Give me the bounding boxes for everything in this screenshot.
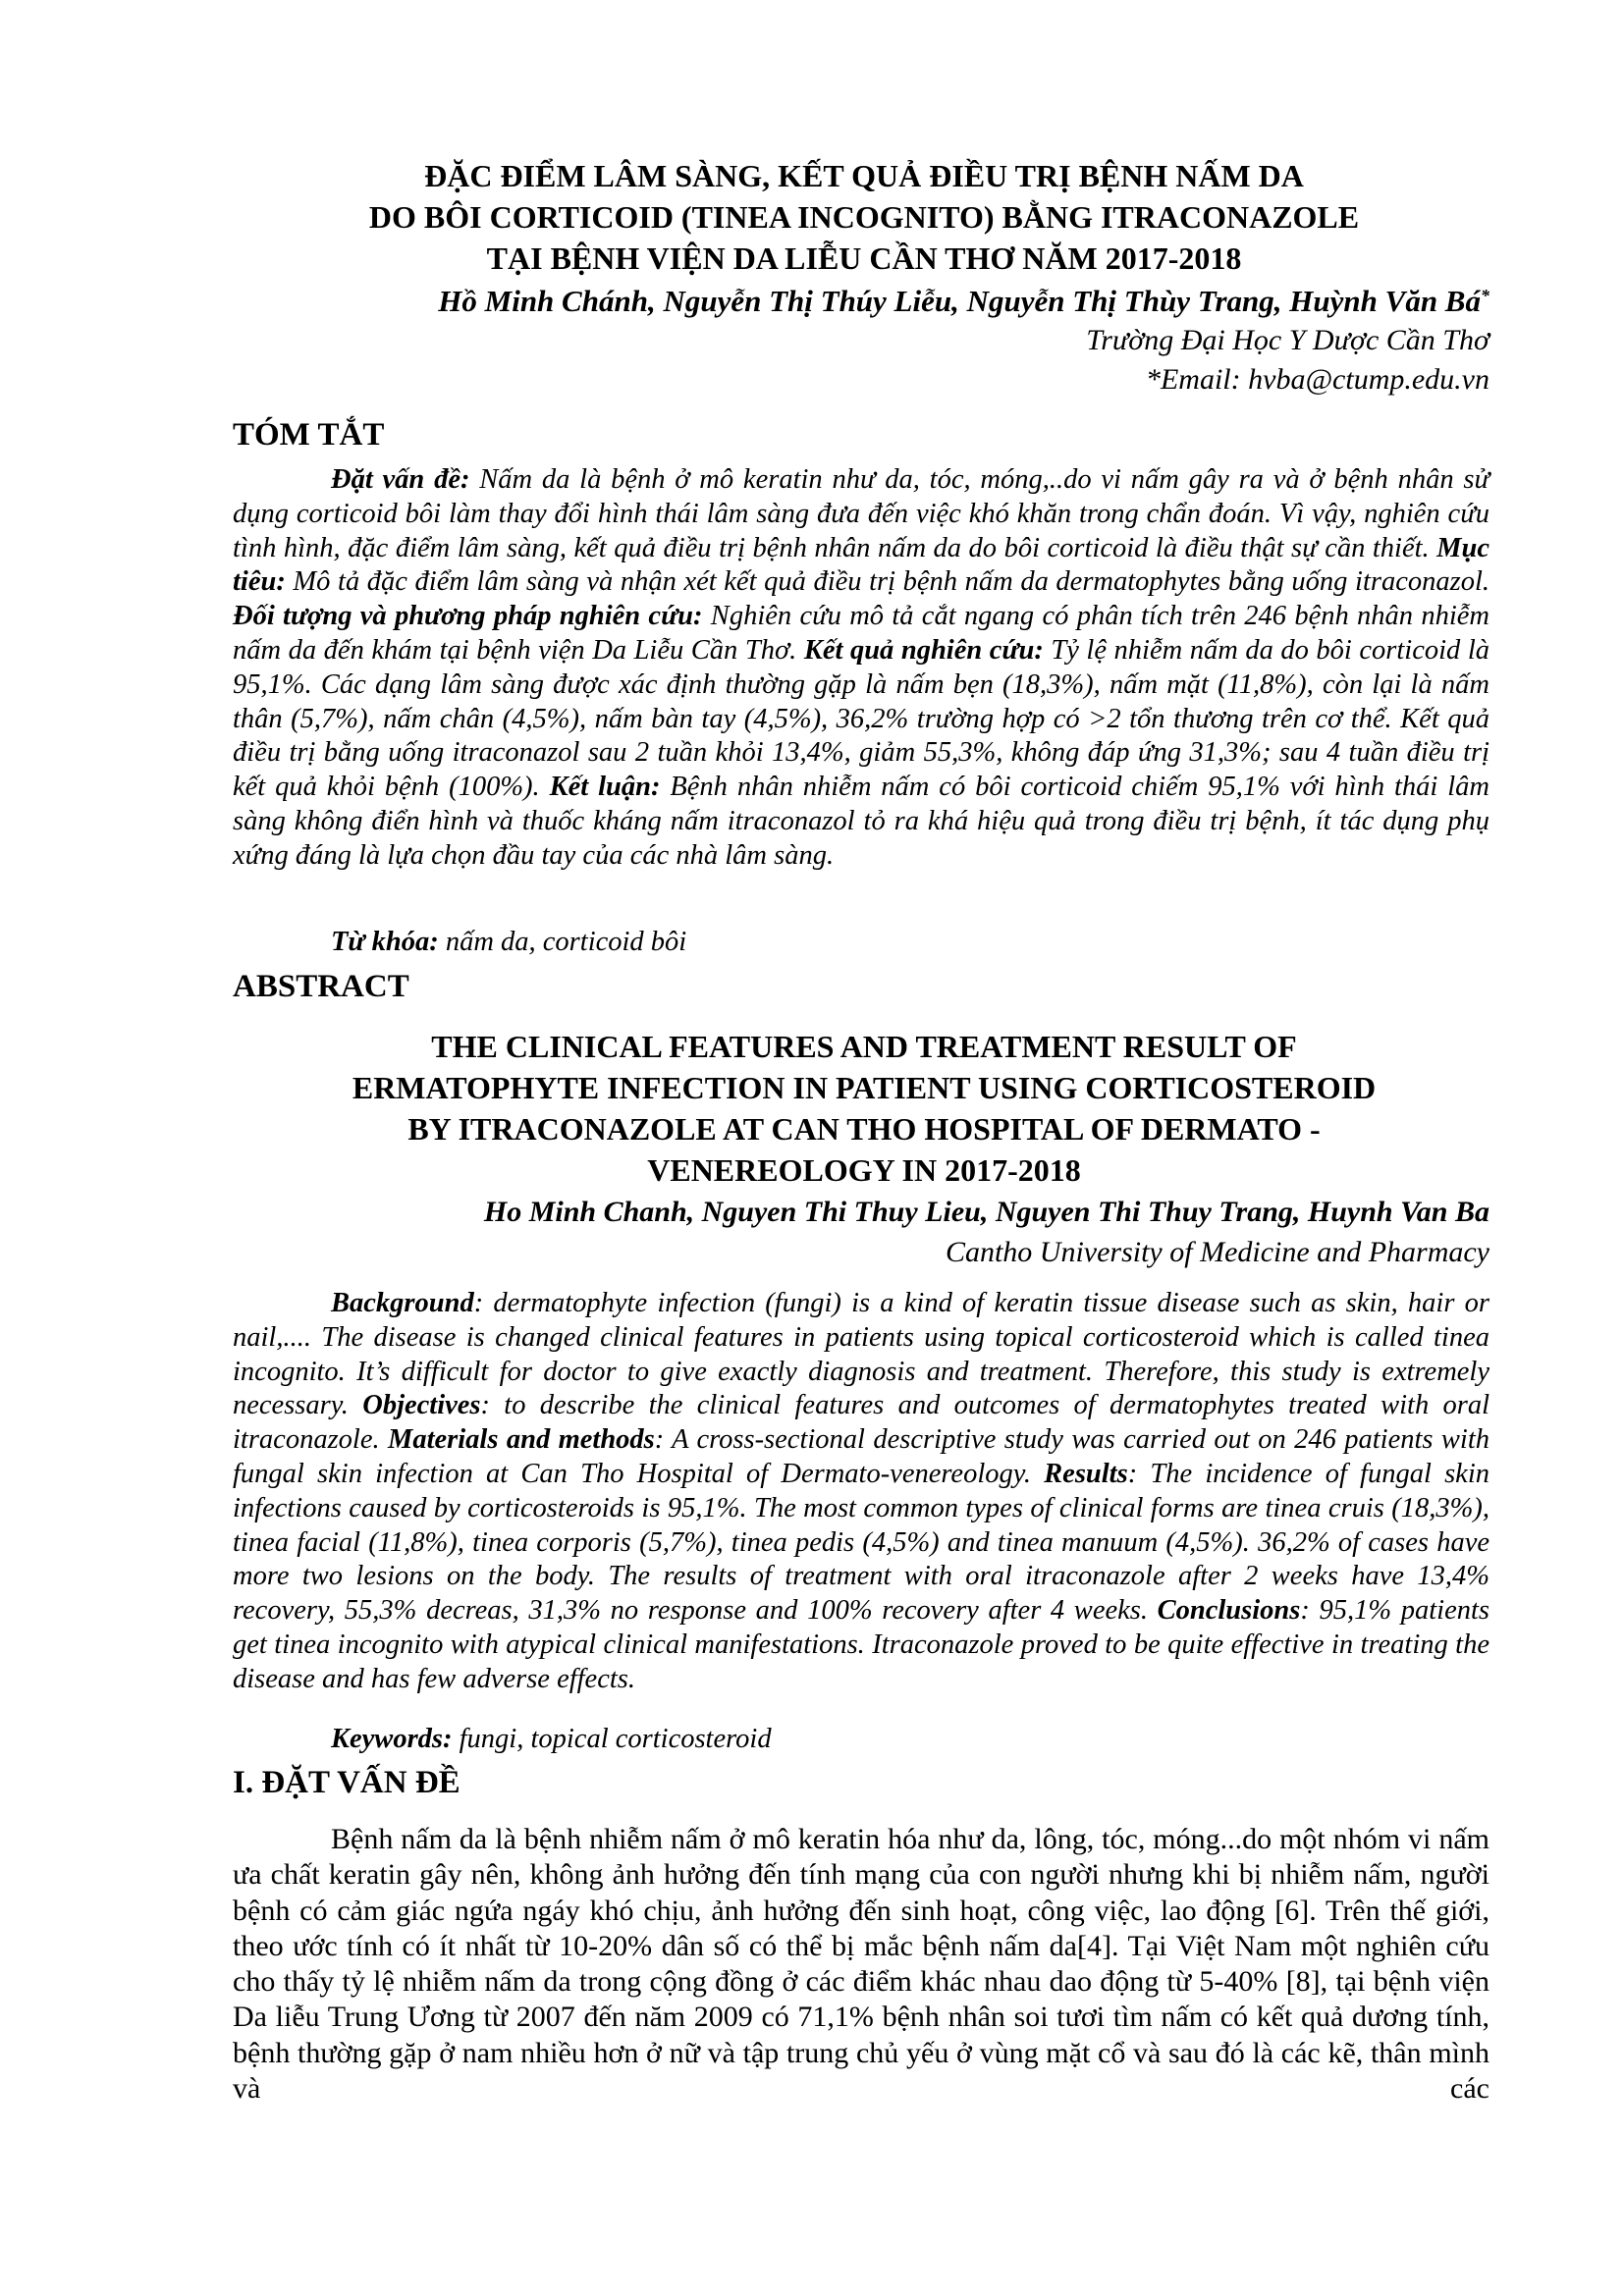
abs-en-label-objectives: Objectives <box>362 1390 481 1421</box>
title-en-line-4: VENEREOLOGY IN 2017-2018 <box>647 1152 1081 1188</box>
affiliation-vietnamese: Trường Đại Học Y Dược Cần Thơ <box>1086 324 1489 356</box>
abs-vn-text-methods: Nghiên cứu mô tả cắt ngang có phân tích trên 246 bệnh nhân nhiễm nấm da đến khám tại bệnh viện Da Liễu Cần Thơ. <box>233 601 1489 666</box>
abs-vn-label-results: Kết quả nghiên cứu: <box>803 634 1044 666</box>
abs-en-label-results: Results <box>1044 1458 1128 1489</box>
abs-vn-label-objective: Mục tiêu: <box>233 532 1489 598</box>
title-vn-line-3: TẠI BỆNH VIỆN DA LIỄU CẦN THƠ NĂM 2017-2018 <box>486 240 1242 276</box>
keywords-en-text: fungi, topical corticosteroid <box>452 1724 772 1754</box>
keywords-vietnamese <box>233 925 1489 959</box>
abs-en-text-results: : The incidence of fungal skin infections caused by corticosteroids is 95,1%. The most common types of clinical forms are tinea cruis (18,3%), tinea facial (11,8%), tinea corporis (5,7%), tinea pedis (4,5%) and tinea manuum (4,5%). 36,2% of cases have more two lesions on the body. The results of treatment with oral itraconazole after 2 weeks have 13,4% recovery, 55,3% decreas, 31,3% no response and 100% recovery after 4 weeks. <box>233 1458 1489 1627</box>
abs-vn-text-background: Nấm da là bệnh ở mô keratin như da, tóc, móng,..do vi nấm gây ra và ở bệnh nhân sử dụng corticoid bôi làm thay đổi hình thái lâm sàng đưa đến việc khó khăn trong chẩn đoán. Vì vậy, nghiên cứu tình hình, đặc điểm lâm sàng, kết quả điều trị bệnh nhân nấm da do bôi corticoid là điều thật sự cần thiết. <box>233 464 1489 563</box>
abs-vn-label-methods: Đối tượng và phương pháp nghiên cứu: <box>233 601 703 632</box>
abs-en-text-conclusions: : 95,1% patients get tinea incognito with atypical clinical manifestations. Itraconazole proved to be quite effective in treating the disease and has few adverse effects. <box>233 1595 1489 1694</box>
title-en-line-3: BY ITRACONAZOLE AT CAN THO HOSPITAL OF DERMATO - <box>407 1111 1321 1147</box>
abs-vn-label-background: Đặt vấn đề: <box>331 464 470 495</box>
keywords-vn-text: nấm da, corticoid bôi <box>438 927 687 957</box>
abs-en-label-conclusions: Conclusions <box>1157 1595 1301 1627</box>
title-en-line-1: THE CLINICAL FEATURES AND TREATMENT RESULT OF <box>431 1029 1297 1064</box>
abs-en-text-methods: : A cross-sectional descriptive study was carried out on 246 patients with fungal skin infection at Can Tho Hospital of Dermato-venereology. <box>233 1424 1489 1489</box>
abs-en-label-methods: Materials and methods <box>388 1424 655 1456</box>
authors-vietnamese <box>233 282 1489 321</box>
keywords-vn-label: Từ khóa: <box>331 927 439 957</box>
affiliation-english: Cantho University of Medicine and Pharmacy <box>945 1236 1489 1268</box>
abs-vn-text-conclusion: Bệnh nhân nhiễm nấm có bôi corticoid chiếm 95,1% với hình thái lâm sàng không điển hình và thuốc kháng nấm itraconazol tỏ ra khá hiệu quả trong điều trị bệnh, ít tác dụng phụ xứng đáng là lựa chọn đầu tay của các nhà lâm sàng. <box>233 772 1489 871</box>
abs-vn-text-results: Tỷ lệ nhiễm nấm da do bôi corticoid là 95,1%. Các dạng lâm sàng được xác định thường gặp là nấm bẹn (18,3%), nấm mặt (11,8%), còn lại là nấm thân (5,7%), nấm chân (4,5%), nấm bàn tay (4,5%), 36,2% trường hợp có >2 tổn thương trên cơ thể. Kết quả điều trị bằng uống itraconazol sau 2 tuần khỏi 13,4%, giảm 55,3%, không đáp ứng 31,3%; sau 4 tuần điều trị kết quả khỏi bệnh (100%). <box>233 634 1489 803</box>
abstract-heading: ABSTRACT <box>233 969 409 1004</box>
section-1-paragraph: Bệnh nấm da là bệnh nhiễm nấm ở mô keratin hóa như da, lông, tóc, móng...do một nhóm vi nấm ưa chất keratin gây nên, không ảnh hưởng đến tính mạng của con người nhưng khi bị nhiễm nấm, người bệnh có cảm giác ngứa ngáy khó chịu, ảnh hưởng đến sinh hoạt, công việc, lao động [6]. Trên thế giới, theo ước tính có ít nhất từ 10-20% dân số có thể bị mắc bệnh nấm da[4]. Tại Việt Nam một nghiên cứu cho thấy tỷ lệ nhiễm nấm da trong cộng đồng ở các điểm khác nhau dao động từ 5-40% [8], tại bệnh viện Da liễu Trung Ương từ 2007 đến năm 2009 có 71,1% bệnh nhân soi tươi tìm nấm có kết quả dương tính, bệnh thường gặp ở nam nhiều hơn ở nữ và tập trung chủ yếu ở vùng mặt cổ và sau đó là các kẽ, thân mình và các <box>233 1823 1489 2106</box>
corresponding-mark: * <box>1481 286 1489 305</box>
authors-english: Ho Minh Chanh, Nguyen Thi Thuy Lieu, Nguyen Thi Thuy Trang, Huynh Van Ba <box>483 1196 1489 1228</box>
title-vn-line-1: ĐẶC ĐIỂM LÂM SÀNG, KẾT QUẢ ĐIỀU TRỊ BỆNH NẤM DA <box>424 158 1304 193</box>
abs-en-label-background: Background <box>331 1288 474 1318</box>
email-line: *Email: hvba@ctump.edu.vn <box>1145 363 1489 396</box>
abs-vn-label-conclusion: Kết luận: <box>549 772 661 803</box>
keywords-en-label: Keywords: <box>331 1724 453 1754</box>
title-vn-line-2: DO BÔI CORTICOID (TINEA INCOGNITO) BẰNG ITRACONAZOLE <box>368 199 1360 235</box>
abstract-english <box>233 1287 1489 1697</box>
keywords-english <box>233 1722 1489 1756</box>
title-vietnamese <box>226 155 1502 279</box>
title-en-line-2: ERMATOPHYTE INFECTION IN PATIENT USING CORTICOSTEROID <box>352 1070 1377 1105</box>
section-1-heading: I. ĐẶT VẤN ĐỀ <box>233 1765 460 1800</box>
abstract-vietnamese <box>233 463 1489 874</box>
title-english <box>226 1026 1502 1191</box>
tomtat-heading: TÓM TẮT <box>233 417 385 453</box>
authors-vn-text: Hồ Minh Chánh, Nguyễn Thị Thúy Liễu, Nguyễn Thị Thùy Trang, Huỳnh Văn Bá <box>438 284 1481 318</box>
abs-en-text-background: : dermatophyte infection (fungi) is a kind of keratin tissue disease such as skin, hair or nail,.... The disease is changed clinical features in patients using topical corticosteroid which is called tinea incognito. It’s difficult for doctor to give exactly diagnosis and treatment. Therefore, this study is extremely necessary. <box>233 1288 1489 1421</box>
abs-vn-text-objective: Mô tả đặc điểm lâm sàng và nhận xét kết quả điều trị bệnh nấm da dermatophytes bằng uống itraconazol. <box>285 566 1489 598</box>
abs-en-text-objectives: : to describe the clinical features and outcomes of dermatophytes treated with oral itraconazole. <box>233 1390 1489 1456</box>
